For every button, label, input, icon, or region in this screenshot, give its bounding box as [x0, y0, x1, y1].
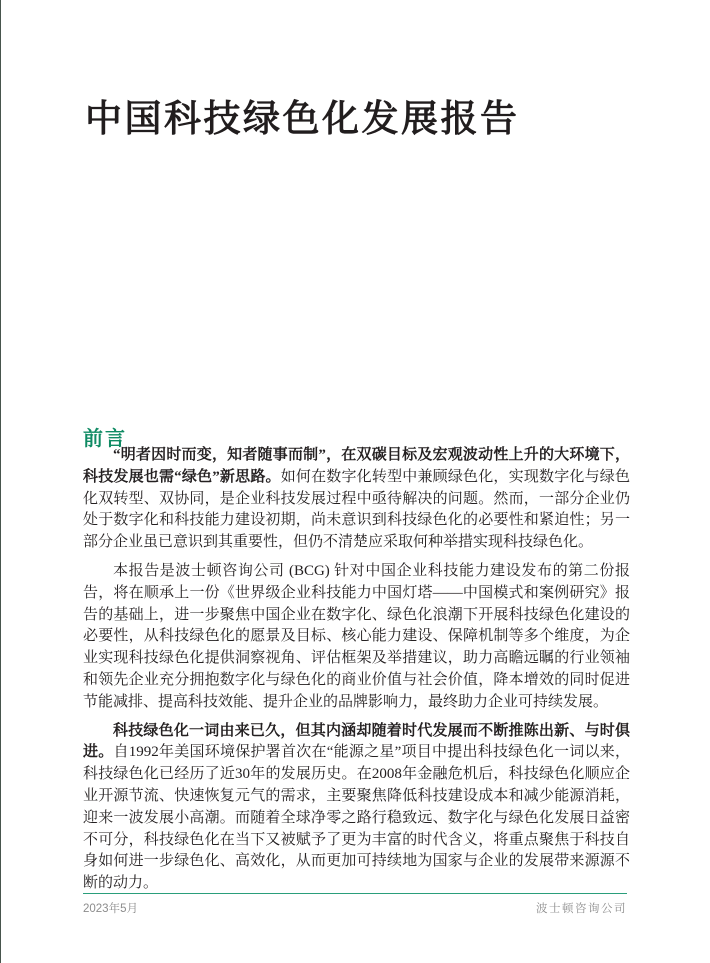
- paragraph-text: 如何在数字化转型中兼顾绿色化，实现数字化与绿色化双转型、双协同，是企业科技发展过程中亟待解决的问题。然而，一部分企业仍处于数字化和科技能力建设初期，尚未意识到科技绿色化的必要性和紧迫性；另一部分企业虽已意识到其重要性，但仍不清楚应采取何种举措实现科技绿色化。: [83, 468, 630, 551]
- preface-paragraph: [83, 561, 630, 714]
- preface-paragraph: [83, 445, 630, 554]
- footer-company-name: 波士顿咨询公司: [536, 903, 627, 915]
- footer-divider-line: [83, 893, 627, 894]
- page-left-edge-line: [0, 0, 1, 963]
- paragraph-lead-bold: “明者因时而变，知者随事而制”，在双碳目标及宏观波动性上升的大环境下，科技发展也需“绿色”新思路。: [83, 447, 630, 485]
- paragraph-text: 自1992年美国环境保护署首次在“能源之星”项目中提出科技绿色化一词以来，科技绿色化已经历了近30年的发展历史。在2008年金融危机后，科技绿色化顺应企业开源节流、快速恢复元气的需求，主要聚焦降低科技建设成本和减少能源消耗，迎来一波发展小高潮。而随着全球净零之路行稳致远、数字化与绿色化发展日益密不可分，科技绿色化在当下又被赋予了更为丰富的时代含义，将重点聚焦于科技自身如何进一步绿色化、高效化，从而更加可持续地为国家与企业的发展带来源源不断的动力。: [83, 744, 630, 892]
- preface-body: [83, 445, 630, 902]
- footer-date: 2023年5月: [83, 903, 138, 915]
- preface-heading: 前言: [83, 427, 127, 450]
- report-title: 中国科技绿色化发展报告: [85, 98, 520, 140]
- paragraph-text: 本报告是波士顿咨询公司 (BCG) 针对中国企业科技能力建设发布的第二份报告，将在顺承上一份《世界级企业科技能力中国灯塔——中国模式和案例研究》报告的基础上，进一步聚焦中国企业在数字化、绿色化浪潮下开展科技绿色化建设的必要性，从科技绿色化的愿景及目标、核心能力建设、保障机制等多个维度，为企业实现科技绿色化提供洞察视角、评估框架及举措建议，助力高瞻远瞩的行业领袖和领先企业充分拥抱数字化与绿色化的商业价值与社会价值，降本增效的同时促进节能减排、提高科技效能、提升企业的品牌影响力，最终助力企业可持续发展。: [83, 562, 630, 710]
- preface-paragraph: [83, 721, 630, 895]
- paragraph-lead-bold: 科技绿色化一词由来已久，但其内涵却随着时代发展而不断推陈出新、与时俱进。: [83, 722, 630, 761]
